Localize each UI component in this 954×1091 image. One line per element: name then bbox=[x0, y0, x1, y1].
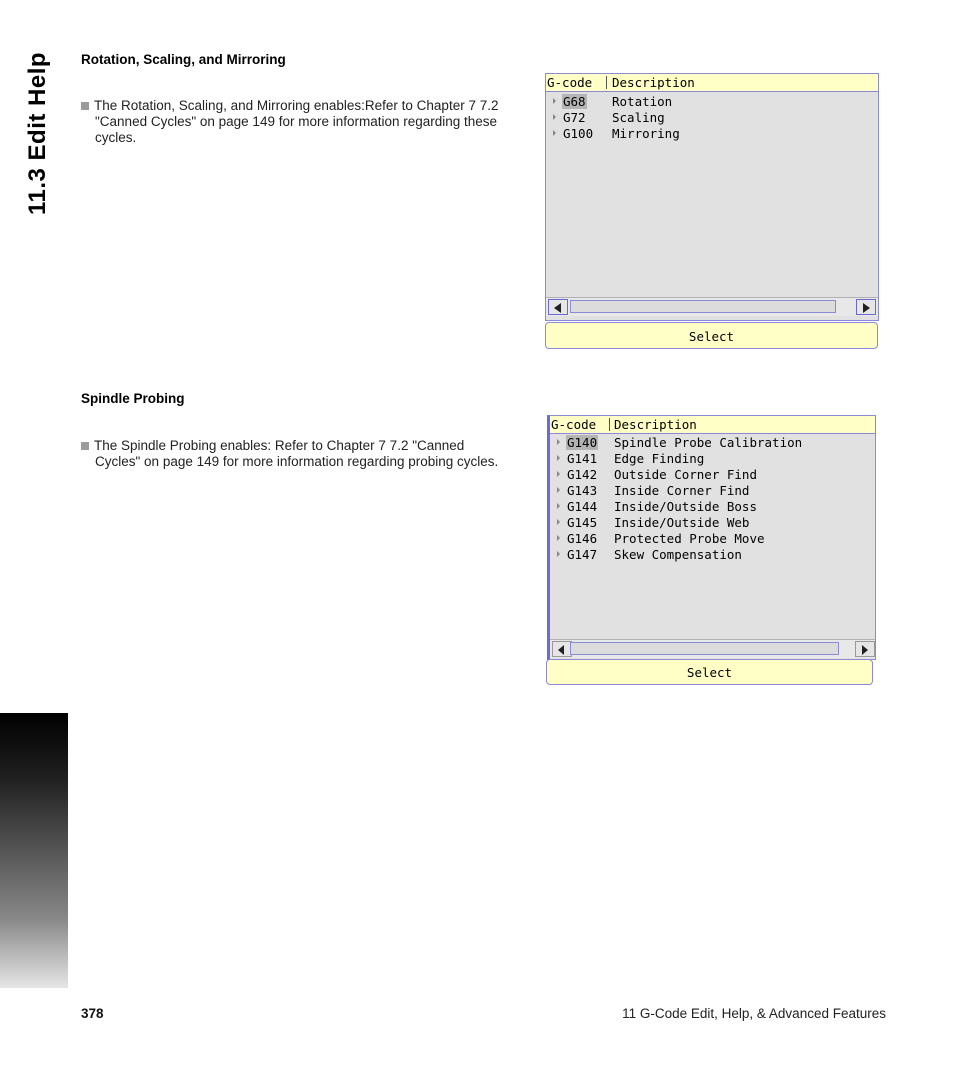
column-header-gcode[interactable]: G-code bbox=[547, 75, 593, 90]
gcode-description: Mirroring bbox=[612, 126, 680, 141]
gcode-description: Skew Compensation bbox=[614, 547, 742, 562]
arrow-right-icon bbox=[862, 645, 868, 655]
gcode-description: Edge Finding bbox=[614, 451, 705, 466]
list-item[interactable] bbox=[550, 547, 875, 563]
expand-arrow-icon bbox=[557, 487, 560, 493]
column-divider bbox=[609, 418, 610, 431]
gcode-value: G144 bbox=[567, 499, 598, 514]
gcode-description: Outside Corner Find bbox=[614, 467, 757, 482]
gcode-description: Rotation bbox=[612, 94, 673, 109]
scroll-left-button[interactable] bbox=[548, 299, 568, 315]
gcode-value: G72 bbox=[563, 110, 586, 125]
horizontal-scrollbar[interactable] bbox=[546, 297, 878, 316]
list-item[interactable] bbox=[550, 483, 875, 499]
bullet-icon bbox=[81, 102, 89, 110]
list-header bbox=[546, 74, 878, 92]
expand-arrow-icon bbox=[557, 519, 560, 525]
list-item[interactable] bbox=[550, 531, 875, 547]
list-item[interactable] bbox=[550, 435, 875, 451]
expand-arrow-icon bbox=[553, 130, 556, 136]
gcode-description: Inside/Outside Web bbox=[614, 515, 750, 530]
gcode-description: Inside Corner Find bbox=[614, 483, 750, 498]
gcode-list-panel-rotation bbox=[545, 73, 879, 321]
list-item[interactable] bbox=[546, 94, 878, 110]
gcode-description: Scaling bbox=[612, 110, 665, 125]
chapter-tab-gradient bbox=[0, 713, 68, 988]
list-item[interactable] bbox=[546, 110, 878, 126]
column-header-gcode[interactable]: G-code bbox=[551, 417, 597, 432]
text-line: Cycles" on page 149 for more information regarding probing cycles. bbox=[95, 454, 499, 469]
gcode-description: Spindle Probe Calibration bbox=[614, 435, 803, 450]
expand-arrow-icon bbox=[557, 471, 560, 477]
list-item[interactable] bbox=[546, 126, 878, 142]
list-item[interactable] bbox=[550, 467, 875, 483]
gcode-value: G146 bbox=[567, 531, 598, 546]
scroll-right-button[interactable] bbox=[856, 299, 876, 315]
arrow-left-icon bbox=[558, 645, 564, 655]
scroll-right-button[interactable] bbox=[855, 641, 875, 657]
section-heading-spindle-probing: Spindle Probing bbox=[81, 391, 185, 406]
gcode-value: G142 bbox=[567, 467, 598, 482]
scroll-left-button[interactable] bbox=[552, 641, 572, 657]
expand-arrow-icon bbox=[553, 114, 556, 120]
expand-arrow-icon bbox=[557, 551, 560, 557]
column-header-description[interactable]: Description bbox=[612, 75, 695, 90]
arrow-left-icon bbox=[554, 303, 561, 313]
gcode-description: Inside/Outside Boss bbox=[614, 499, 757, 514]
bullet-icon bbox=[81, 442, 89, 450]
page-number: 378 bbox=[81, 1006, 104, 1021]
text-line: The Rotation, Scaling, and Mirroring enables:Refer to Chapter 7 7.2 bbox=[94, 98, 499, 113]
gcode-value: G143 bbox=[567, 483, 598, 498]
list-item[interactable] bbox=[550, 499, 875, 515]
column-header-description[interactable]: Description bbox=[614, 417, 697, 432]
section-text-spindle-probing bbox=[81, 438, 526, 470]
select-button[interactable]: Select bbox=[545, 322, 878, 349]
expand-arrow-icon bbox=[557, 455, 560, 461]
horizontal-scrollbar[interactable] bbox=[550, 639, 875, 658]
list-item[interactable] bbox=[550, 451, 875, 467]
text-line: "Canned Cycles" on page 149 for more information regarding these bbox=[95, 114, 498, 129]
chapter-footer: 11 G-Code Edit, Help, & Advanced Features bbox=[622, 1006, 886, 1021]
gcode-value: G145 bbox=[567, 515, 598, 530]
select-button[interactable]: Select bbox=[546, 659, 873, 685]
text-line: The Spindle Probing enables: Refer to Chapter 7 7.2 "Canned bbox=[94, 438, 465, 453]
scroll-track[interactable] bbox=[570, 300, 836, 313]
expand-arrow-icon bbox=[553, 98, 556, 104]
text-line: cycles. bbox=[95, 130, 137, 145]
chapter-side-title: 11.3 Edit Help bbox=[24, 51, 51, 215]
section-heading-rotation: Rotation, Scaling, and Mirroring bbox=[81, 52, 286, 67]
gcode-value: G140 bbox=[567, 435, 598, 450]
gcode-value: G141 bbox=[567, 451, 598, 466]
expand-arrow-icon bbox=[557, 503, 560, 509]
gcode-description: Protected Probe Move bbox=[614, 531, 765, 546]
gcode-value: G147 bbox=[567, 547, 598, 562]
column-divider bbox=[606, 76, 607, 89]
expand-arrow-icon bbox=[557, 535, 560, 541]
arrow-right-icon bbox=[863, 303, 870, 313]
section-text-rotation bbox=[81, 98, 526, 146]
gcode-list-panel-probing bbox=[547, 415, 876, 660]
gcode-value: G68 bbox=[563, 94, 586, 109]
list-item[interactable] bbox=[550, 515, 875, 531]
list-header bbox=[550, 416, 875, 434]
scroll-track[interactable] bbox=[570, 642, 839, 655]
expand-arrow-icon bbox=[557, 439, 560, 445]
gcode-value: G100 bbox=[563, 126, 594, 141]
